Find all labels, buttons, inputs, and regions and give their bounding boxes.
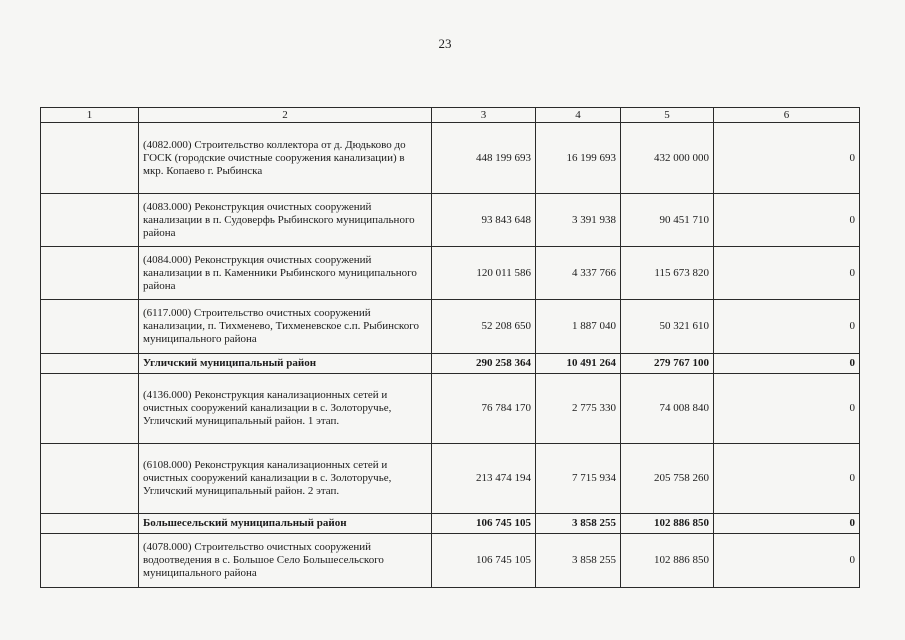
row-index-cell: [41, 514, 139, 534]
amount-col-6: 0: [714, 354, 860, 374]
amount-col-5: 205 758 260: [621, 444, 714, 514]
amount-col-5: 74 008 840: [621, 374, 714, 444]
project-name: (4084.000) Реконструкция очистных сооружений канализации в п. Каменники Рыбинского муниципального района: [139, 247, 432, 300]
header-col-2: 2: [139, 108, 432, 123]
header-col-6: 6: [714, 108, 860, 123]
amount-col-4: 1 887 040: [536, 300, 621, 354]
amount-col-5: 102 886 850: [621, 534, 714, 588]
row-index-cell: [41, 374, 139, 444]
amount-col-5: 279 767 100: [621, 354, 714, 374]
district-subtotal-row: [41, 514, 860, 534]
project-name: (4082.000) Строительство коллектора от д. Дюдьково до ГОСК (городские очистные сооружения канализации) в мкр. Копаево г. Рыбинска: [139, 123, 432, 194]
amount-col-5: 90 451 710: [621, 194, 714, 247]
amount-col-4: 4 337 766: [536, 247, 621, 300]
table-row: [41, 374, 860, 444]
total-amount: 76 784 170: [432, 374, 536, 444]
table-row: [41, 300, 860, 354]
total-amount: 213 474 194: [432, 444, 536, 514]
total-amount: 93 843 648: [432, 194, 536, 247]
budget-table: [40, 107, 860, 588]
row-index-cell: [41, 194, 139, 247]
row-index-cell: [41, 247, 139, 300]
header-col-5: 5: [621, 108, 714, 123]
row-index-cell: [41, 123, 139, 194]
amount-col-5: 432 000 000: [621, 123, 714, 194]
header-col-4: 4: [536, 108, 621, 123]
amount-col-5: 102 886 850: [621, 514, 714, 534]
header-col-3: 3: [432, 108, 536, 123]
project-name: (4136.000) Реконструкция канализационных сетей и очистных сооружений канализации в с. Золоторучье, Угличский муниципальный район. 1 этап.: [139, 374, 432, 444]
total-amount: 106 745 105: [432, 534, 536, 588]
project-name: (6108.000) Реконструкция канализационных сетей и очистных сооружений канализации в с. Золоторучье, Угличский муниципальный район. 2 этап.: [139, 444, 432, 514]
table-row: [41, 247, 860, 300]
table-row: [41, 534, 860, 588]
total-amount: 52 208 650: [432, 300, 536, 354]
row-index-cell: [41, 300, 139, 354]
row-index-cell: [41, 444, 139, 514]
project-name: (4078.000) Строительство очистных сооружений водоотведения в с. Большое Село Большесельского муниципального района: [139, 534, 432, 588]
total-amount: 120 011 586: [432, 247, 536, 300]
page-number: 23: [438, 36, 452, 51]
amount-col-6: 0: [714, 247, 860, 300]
amount-col-6: 0: [714, 514, 860, 534]
district-name: Большесельский муниципальный район: [139, 514, 432, 534]
project-name: (4083.000) Реконструкция очистных сооружений канализации в п. Судоверфь Рыбинского муниципального района: [139, 194, 432, 247]
amount-col-4: 10 491 264: [536, 354, 621, 374]
amount-col-4: 16 199 693: [536, 123, 621, 194]
amount-col-6: 0: [714, 444, 860, 514]
project-name: (6117.000) Строительство очистных сооружений канализации, п. Тихменево, Тихменевское с.п. Рыбинского муниципального района: [139, 300, 432, 354]
amount-col-6: 0: [714, 374, 860, 444]
amount-col-4: 3 858 255: [536, 514, 621, 534]
district-name: Угличский муниципальный район: [139, 354, 432, 374]
amount-col-4: 3 391 938: [536, 194, 621, 247]
amount-col-6: 0: [714, 123, 860, 194]
table-row: [41, 444, 860, 514]
amount-col-6: 0: [714, 300, 860, 354]
amount-col-6: 0: [714, 194, 860, 247]
amount-col-5: 50 321 610: [621, 300, 714, 354]
amount-col-5: 115 673 820: [621, 247, 714, 300]
district-subtotal-row: [41, 354, 860, 374]
amount-col-4: 7 715 934: [536, 444, 621, 514]
amount-col-4: 3 858 255: [536, 534, 621, 588]
total-amount: 106 745 105: [432, 514, 536, 534]
table-row: [41, 194, 860, 247]
row-index-cell: [41, 354, 139, 374]
amount-col-4: 2 775 330: [536, 374, 621, 444]
total-amount: 448 199 693: [432, 123, 536, 194]
total-amount: 290 258 364: [432, 354, 536, 374]
row-index-cell: [41, 534, 139, 588]
header-col-1: 1: [41, 108, 139, 123]
amount-col-6: 0: [714, 534, 860, 588]
header-row: [41, 108, 860, 123]
table-row: [41, 123, 860, 194]
